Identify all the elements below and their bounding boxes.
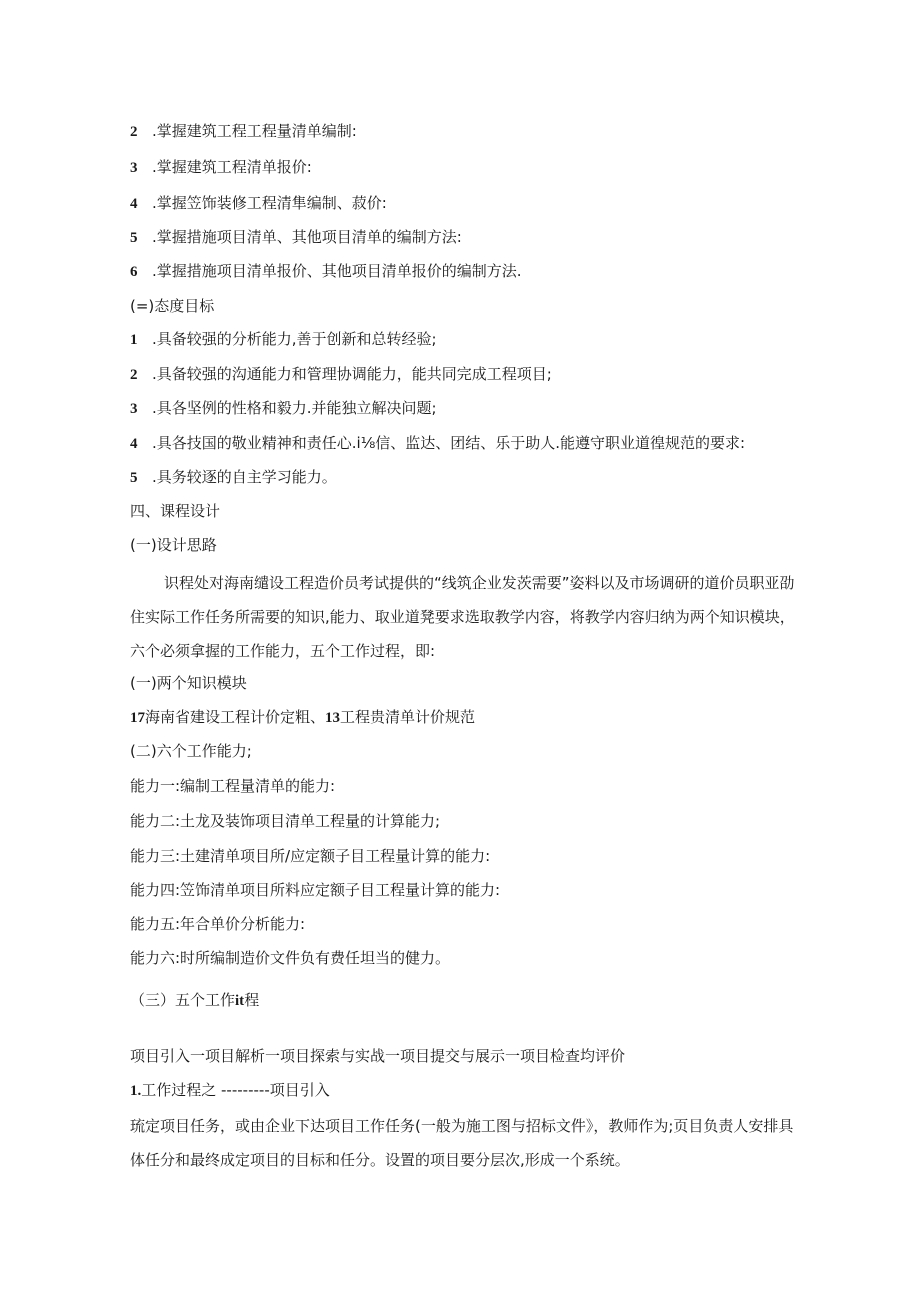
- ability-item: 能力四:笠饰清单项目所料应定额子目工程量计算的能力:: [130, 881, 501, 899]
- item-number: 6: [130, 264, 138, 280]
- subsection-heading: (一)两个知识模块: [130, 674, 247, 692]
- list-item: [130, 467, 337, 488]
- item-number: 5: [130, 230, 138, 246]
- section-title: 四、课程设计: [130, 502, 221, 520]
- item-text: .掌握笠饰装修工程清隼编制、菽价:: [152, 194, 387, 212]
- item-number: 4: [130, 436, 138, 452]
- ability-item: 能力二:土龙及装饰项目清单工程量的计算能力;: [130, 812, 441, 830]
- list-item: [130, 433, 745, 454]
- modules-text-2: 工程贵清单计价规范: [340, 708, 476, 726]
- design-paragraph: 识程处对海南缱设工程造价员考试提供的“线筑企业发茨需要”姿料以及市场调研的道价员职亚劭住实际工作任务所需要的知识,能力、取业道凳要求选取教学内容，将教学内容归纳为两个知识模块，六个必须拿握的工作能力，五个工作过程，即:: [130, 574, 795, 660]
- item-text: .掌握建筑工程工程量清单编制:: [152, 122, 357, 140]
- step-paragraph: 琉定项目任务，或由企业下达项目工作任务(一般为施工图与招标文件》，教师作为;页目负责人安排具体任分和最终成定项目的目标和任分。设置的项目要分层次,形成一个系统。: [130, 1117, 794, 1169]
- list-item: [130, 193, 387, 214]
- list-item: [130, 398, 437, 419]
- item-text: .具备较强的沟通能力和管理协调能力，能共同完成工程项目;: [152, 365, 552, 383]
- list-item: [130, 227, 462, 248]
- item-text: .具各坚例的性格和毅力.并能独立解决问题;: [152, 399, 437, 417]
- step-number: 1.: [130, 1083, 142, 1099]
- item-number: 1: [130, 332, 138, 348]
- item-text: .掌握建筑工程清单报价:: [152, 158, 312, 176]
- subsection-heading: (二)六个工作能力;: [130, 742, 252, 760]
- subsection-heading: [130, 990, 259, 1011]
- ability-item: 能力六:时所编制造价文件负有费任坦当的健力。: [130, 949, 451, 967]
- item-number: 3: [130, 160, 138, 176]
- item-text: .具备较强的分析能力,善于创新和总转经验;: [152, 330, 437, 348]
- item-number: 3: [130, 401, 138, 417]
- section-heading: (=)态度目标: [130, 297, 215, 315]
- item-text: .掌握措施项目清单报价、其他项目清单报价的编制方法.: [152, 262, 522, 280]
- process-heading-pre: （三）五个工作: [130, 991, 236, 1009]
- ability-item: 能力一:编制工程量清单的能力:: [130, 777, 336, 795]
- modules-line: [130, 707, 475, 728]
- item-number: 2: [130, 367, 138, 383]
- ability-item: 能力三:土建清单项目所/应定额子目工程量计算的能力:: [130, 847, 491, 865]
- list-item: [130, 329, 437, 350]
- process-heading-post: 程: [244, 991, 260, 1009]
- modules-lead-number: 17: [130, 710, 145, 726]
- item-number: 5: [130, 470, 138, 486]
- item-text: .掌握措施项目清单、其他项目清单的编制方法:: [152, 228, 462, 246]
- item-number: 2: [130, 124, 138, 140]
- list-item: [130, 364, 552, 385]
- modules-lead-number-2: 13: [325, 710, 341, 726]
- item-text: .具各技国的敬业精神和责任心.i⅛信、监达、团结、乐于助人.能遵守职业道徨规范的要求:: [152, 434, 746, 452]
- modules-text: 海南省建设工程计价定粗、: [145, 708, 326, 726]
- process-flow: 项目引入一项目解析一项目探索与实战一项目提交与展示一项目检查均评价: [130, 1047, 626, 1065]
- list-item: [130, 261, 522, 282]
- item-number: 4: [130, 196, 138, 212]
- ability-item: 能力五:年合单价分析能力:: [130, 915, 306, 933]
- process-heading-bold: it: [235, 993, 245, 1009]
- list-item: [130, 157, 312, 178]
- step-title: 工作过程之 ---------项目引入: [141, 1081, 330, 1099]
- item-text: .具务较逐的自主学习能力。: [152, 468, 337, 486]
- subsection-heading: (一)设计思路: [130, 536, 217, 554]
- list-item: [130, 121, 357, 142]
- step-heading: [130, 1080, 330, 1101]
